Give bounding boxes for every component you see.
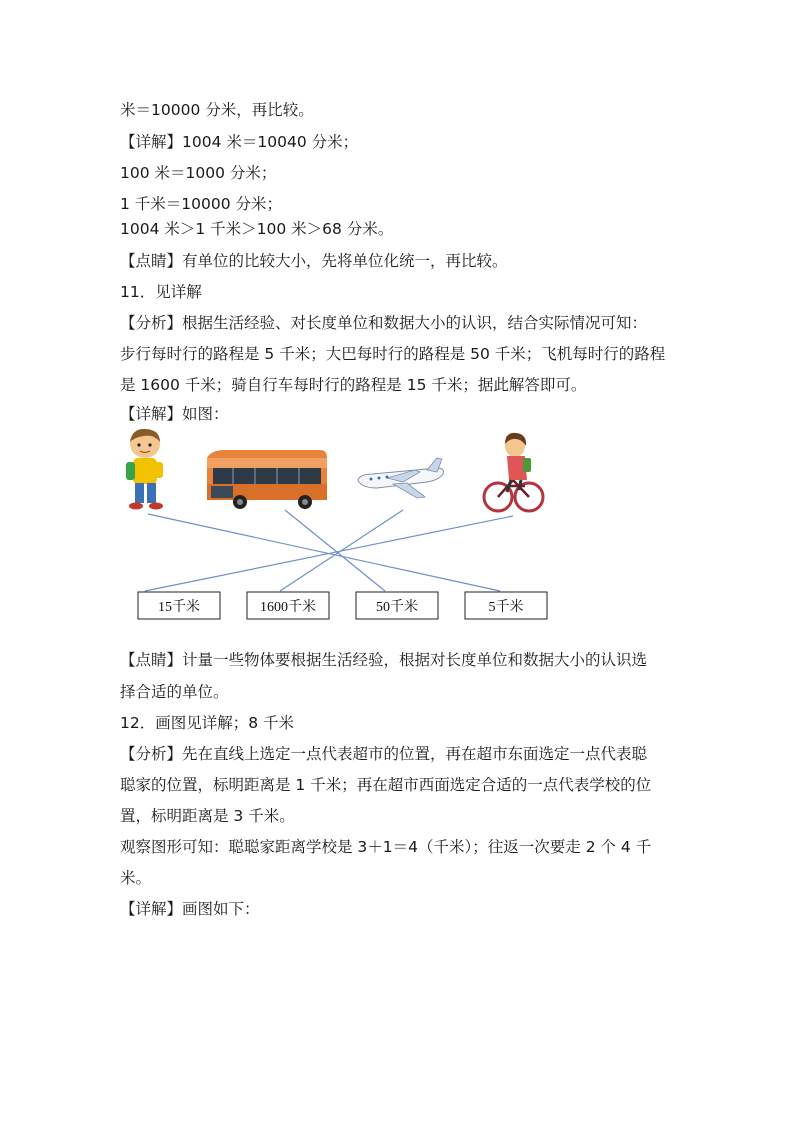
text-line: 1 千米＝10000 分米； bbox=[120, 195, 283, 213]
text-line: 1004 米＞1 千米＞100 米＞68 分米。 bbox=[120, 220, 394, 238]
text-line: 【点睛】计量一些物体要根据生活经验，根据对长度单位和数据大小的认识选 bbox=[120, 651, 648, 669]
matching-lines bbox=[145, 510, 513, 591]
line-bus-to-50km bbox=[285, 510, 385, 591]
question-number-12: 12．画图见详解；8 千米 bbox=[120, 714, 295, 732]
bus-icon bbox=[207, 450, 327, 509]
text-line: 步行每时行的路程是 5 千米；大巴每时行的路程是 50 千米；飞机每时行的路程 bbox=[120, 345, 666, 363]
text-line: 观察图形可知：聪聪家距离学校是 3＋1＝4（千米）；往返一次要走 2 个 4 千 bbox=[120, 838, 652, 856]
text-line: 米。 bbox=[120, 869, 152, 887]
text-line: 【分析】先在直线上选定一点代表超市的位置，再在超市东面选定一点代表聪 bbox=[120, 745, 648, 763]
airplane-icon bbox=[358, 458, 443, 498]
text-line: 100 米＝1000 分米； bbox=[120, 164, 277, 182]
text-line: 聪家的位置，标明距离是 1 千米；再在超市西面选定合适的一点代表学校的位 bbox=[120, 776, 652, 794]
line-bike-to-15km bbox=[145, 516, 513, 591]
walking-boy-icon bbox=[126, 429, 163, 510]
text-line: 置，标明距离是 3 千米。 bbox=[120, 807, 295, 825]
question-number-11: 11．见详解 bbox=[120, 283, 202, 301]
text-line: 【点睛】有单位的比较大小，先将单位化统一，再比较。 bbox=[120, 252, 508, 270]
text-line: 择合适的单位。 bbox=[120, 683, 229, 701]
box-label-15km: 15千米 bbox=[158, 600, 200, 615]
text-line: 米＝10000 分米，再比较。 bbox=[120, 101, 314, 119]
box-label-5km: 5千米 bbox=[488, 600, 524, 615]
text-line: 【分析】根据生活经验、对长度单位和数据大小的认识，结合实际情况可知： bbox=[120, 314, 648, 332]
cyclist-girl-icon bbox=[484, 433, 543, 511]
box-label-1600km: 1600千米 bbox=[260, 600, 316, 615]
text-line: 【详解】如图： bbox=[120, 405, 229, 423]
matching-figure bbox=[115, 428, 555, 628]
box-label-50km: 50千米 bbox=[376, 600, 418, 615]
text-line: 【详解】画图如下： bbox=[120, 900, 260, 918]
text-line: 是 1600 千米；骑自行车每时行的路程是 15 千米；据此解答即可。 bbox=[120, 376, 587, 394]
text-line: 【详解】1004 米＝10040 分米； bbox=[120, 133, 359, 151]
